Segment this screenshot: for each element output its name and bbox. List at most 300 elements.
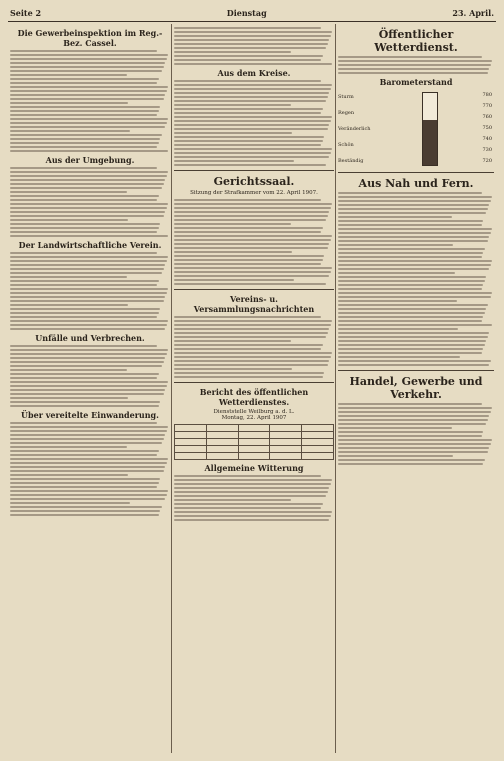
text-line	[10, 276, 127, 278]
meeting-heading: Vereins- u. Versammlungsnachrichten	[193, 293, 315, 314]
text-line	[10, 256, 168, 258]
text-line	[174, 332, 328, 334]
text-line	[174, 235, 332, 237]
text-line	[10, 223, 160, 225]
text-line	[174, 475, 321, 477]
text-line	[10, 357, 165, 359]
text-line	[174, 55, 323, 57]
text-line	[10, 82, 157, 84]
text-line	[174, 92, 329, 94]
text-line	[174, 140, 323, 142]
text-line	[338, 463, 483, 465]
text-line	[10, 430, 167, 432]
text-line	[338, 240, 488, 242]
text-line	[10, 466, 165, 468]
text-line	[338, 407, 492, 409]
text-line	[174, 495, 326, 497]
subsection-heading: Über vereitelte Einwanderung.	[21, 410, 159, 420]
text-line	[174, 152, 331, 154]
text-line	[10, 502, 130, 504]
text-line	[10, 78, 159, 80]
page-header	[10, 6, 494, 20]
text-line	[338, 212, 486, 214]
text-line	[10, 462, 167, 464]
text-line	[174, 199, 321, 201]
text-line	[10, 146, 157, 148]
page-number: Seite 2	[10, 8, 42, 18]
text-line	[10, 312, 159, 314]
text-line	[174, 479, 332, 481]
text-line	[10, 422, 157, 424]
text-line	[174, 124, 329, 126]
text-line	[174, 507, 321, 509]
text-line	[10, 498, 165, 500]
text-line	[338, 196, 492, 198]
text-line	[10, 494, 167, 496]
text-line	[174, 35, 331, 37]
text-line	[338, 224, 482, 226]
text-line	[10, 183, 164, 185]
subsection-heading: Aus der Umgebung.	[45, 155, 135, 165]
text-line	[174, 483, 331, 485]
text-line	[338, 56, 482, 58]
text-line	[10, 171, 168, 173]
text-line	[174, 247, 328, 249]
text-line	[338, 352, 482, 354]
text-line	[174, 227, 323, 229]
text-line	[10, 450, 159, 452]
text-line	[10, 142, 159, 144]
text-line	[338, 232, 491, 234]
text-line	[10, 369, 127, 371]
text-line	[174, 259, 323, 261]
text-line	[338, 248, 485, 250]
text-line	[174, 132, 292, 134]
text-line	[10, 506, 162, 508]
text-line	[174, 263, 321, 265]
text-line	[174, 144, 321, 146]
weekday: Dienstag	[226, 8, 267, 18]
text-line	[174, 88, 331, 90]
text-line	[174, 275, 329, 277]
text-line	[338, 443, 491, 445]
text-line	[10, 74, 127, 76]
text-line	[10, 70, 162, 72]
text-line	[10, 227, 159, 229]
text-line	[174, 491, 328, 493]
text-line	[10, 470, 164, 472]
separator	[174, 382, 334, 383]
text-line	[338, 292, 492, 294]
text-line	[174, 324, 331, 326]
text-line	[10, 50, 157, 52]
text-line	[10, 130, 130, 132]
text-line	[10, 106, 160, 108]
text-line	[10, 397, 128, 399]
text-line	[338, 364, 489, 366]
column-middle	[174, 25, 334, 753]
text-line	[10, 114, 157, 116]
text-line	[174, 96, 328, 98]
text-line	[10, 272, 162, 274]
text-line	[10, 54, 168, 56]
text-line	[174, 128, 328, 130]
text-line	[10, 66, 164, 68]
text-line	[10, 353, 167, 355]
header-rule	[8, 21, 496, 22]
text-line	[10, 126, 165, 128]
text-line	[174, 231, 321, 233]
text-line	[338, 419, 488, 421]
text-line	[10, 134, 162, 136]
text-line	[338, 276, 486, 278]
text-line	[338, 236, 489, 238]
listing-text	[174, 316, 334, 378]
text-line	[10, 434, 165, 436]
text-line	[10, 62, 165, 64]
text-line	[10, 385, 167, 387]
text-line	[10, 86, 168, 88]
separator	[338, 172, 494, 173]
text-line	[338, 435, 482, 437]
text-line	[174, 108, 323, 110]
article-text	[174, 80, 334, 166]
text-line	[338, 459, 485, 461]
weather-service-title: Öffentlicher Wetterdienst.	[374, 28, 458, 54]
text-line	[174, 120, 331, 122]
text-line	[10, 219, 128, 221]
text-line	[338, 415, 489, 417]
text-line	[10, 377, 157, 379]
text-line	[174, 203, 332, 205]
subsection-heading: Der Landwirtschaftliche Verein.	[18, 240, 162, 250]
article-text	[338, 403, 494, 465]
text-line	[174, 499, 291, 501]
text-line	[338, 200, 491, 202]
section-title: Die Gewerbeinspektion im Reg.-Bez. Cassel.	[17, 28, 163, 48]
text-line	[338, 280, 485, 282]
text-line	[338, 192, 482, 194]
text-line	[338, 439, 492, 441]
text-line	[10, 191, 127, 193]
text-line	[10, 446, 127, 448]
text-line	[10, 179, 165, 181]
text-line	[174, 376, 323, 378]
text-line	[338, 312, 485, 314]
weather-table	[174, 424, 334, 460]
text-line	[10, 175, 167, 177]
text-line	[338, 252, 483, 254]
text-line	[10, 231, 157, 233]
column-left	[10, 25, 170, 753]
weather-report-heading: Bericht des öffentlichen Wetterdienstes.	[199, 386, 309, 407]
text-line	[174, 84, 332, 86]
weather-section-heading: Allgemeine Witterung	[204, 462, 304, 473]
text-line	[338, 427, 452, 429]
text-line	[174, 344, 323, 346]
text-line	[338, 336, 488, 338]
text-line	[338, 348, 483, 350]
text-line	[10, 90, 167, 92]
table-row	[175, 445, 334, 452]
text-line	[10, 167, 157, 169]
text-line	[10, 482, 159, 484]
text-line	[174, 515, 331, 517]
text-line	[338, 220, 483, 222]
text-line	[174, 320, 332, 322]
text-line	[338, 208, 488, 210]
text-line	[174, 251, 292, 253]
text-line	[174, 43, 328, 45]
text-line	[10, 490, 168, 492]
text-line	[338, 340, 486, 342]
text-line	[174, 164, 326, 166]
near-far-heading: Aus Nah und Fern.	[358, 177, 474, 190]
article-text	[174, 475, 334, 521]
text-line	[338, 403, 482, 405]
text-line	[338, 455, 453, 457]
text-line	[338, 300, 457, 302]
barometer-tube	[422, 92, 438, 166]
text-line	[338, 256, 482, 258]
text-line	[10, 324, 167, 326]
text-line	[10, 389, 165, 391]
text-line	[338, 244, 453, 246]
separator	[174, 289, 334, 290]
text-line	[338, 304, 488, 306]
text-line	[10, 438, 164, 440]
text-line	[10, 405, 159, 407]
text-line	[10, 187, 162, 189]
text-line	[10, 264, 165, 266]
text-line	[338, 324, 492, 326]
text-line	[338, 264, 491, 266]
text-line	[10, 118, 168, 120]
text-line	[10, 486, 157, 488]
barometer-graphic	[338, 90, 494, 168]
text-line	[10, 458, 168, 460]
text-line	[10, 292, 167, 294]
text-line	[174, 511, 332, 513]
text-line	[338, 228, 492, 230]
text-line	[10, 98, 164, 100]
text-line	[10, 138, 160, 140]
text-line	[10, 381, 168, 383]
text-line	[174, 271, 331, 273]
trade-heading: Handel, Gewerbe und Verkehr.	[349, 375, 483, 401]
table-row	[175, 438, 334, 445]
article-text	[174, 27, 334, 65]
text-line	[174, 148, 332, 150]
text-line	[338, 356, 460, 358]
text-line	[10, 361, 164, 363]
text-line	[10, 365, 162, 367]
text-line	[174, 255, 324, 257]
text-line	[338, 451, 488, 453]
court-subheading: Sitzung der Strafkammer vom 22. April 1907.	[190, 190, 318, 196]
text-line	[174, 104, 291, 106]
barometer-value: 720	[482, 158, 492, 164]
barometer-value: 740	[482, 136, 492, 142]
barometer-label: Veränderlich	[338, 126, 371, 132]
article-text	[10, 345, 170, 407]
text-line	[338, 272, 455, 274]
text-line	[10, 316, 157, 318]
barometer-value: 760	[482, 114, 492, 120]
text-line	[174, 239, 331, 241]
text-line	[10, 102, 128, 104]
text-line	[10, 150, 168, 152]
text-line	[174, 112, 321, 114]
text-line	[174, 267, 332, 269]
text-line	[338, 411, 491, 413]
text-line	[174, 156, 329, 158]
forecast-text	[338, 56, 494, 74]
text-line	[10, 474, 128, 476]
text-line	[10, 110, 159, 112]
text-line	[174, 207, 331, 209]
text-line	[10, 478, 160, 480]
text-line	[338, 431, 483, 433]
text-line	[174, 487, 329, 489]
text-line	[338, 216, 452, 218]
text-line	[174, 100, 326, 102]
text-line	[10, 328, 165, 330]
article-text	[338, 192, 494, 366]
text-line	[174, 328, 329, 330]
text-line	[174, 243, 329, 245]
text-line	[174, 283, 326, 285]
table-row	[175, 424, 334, 431]
text-line	[10, 304, 128, 306]
barometer-label: Regen	[338, 110, 355, 116]
text-line	[174, 116, 332, 118]
text-line	[174, 340, 291, 342]
text-line	[174, 348, 321, 350]
column-divider-1	[171, 24, 172, 753]
text-line	[338, 284, 483, 286]
text-line	[10, 215, 164, 217]
barometer-label: Sturm	[338, 94, 354, 100]
section-heading: Aus dem Kreise.	[217, 68, 291, 78]
text-line	[10, 300, 164, 302]
text-line	[174, 360, 329, 362]
subsection-heading: Unfälle und Verbrechen.	[35, 333, 145, 343]
text-line	[10, 454, 157, 456]
separator	[338, 370, 494, 371]
text-line	[10, 252, 157, 254]
text-line	[338, 204, 489, 206]
text-line	[174, 211, 329, 213]
text-line	[10, 268, 164, 270]
text-line	[174, 336, 326, 338]
text-line	[10, 211, 165, 213]
barometer-value: 750	[482, 125, 492, 131]
barometer-value: 780	[482, 92, 492, 98]
text-line	[10, 308, 160, 310]
text-line	[338, 288, 482, 290]
text-line	[10, 393, 164, 395]
text-line	[174, 316, 321, 318]
text-line	[338, 296, 491, 298]
text-line	[10, 345, 157, 347]
text-line	[10, 260, 167, 262]
barometer-label: Beständig	[338, 158, 364, 164]
text-line	[338, 64, 491, 66]
text-line	[174, 27, 321, 29]
text-line	[10, 280, 159, 282]
text-line	[174, 503, 323, 505]
text-line	[10, 235, 168, 237]
text-line	[174, 51, 291, 53]
text-line	[174, 31, 332, 33]
text-line	[174, 372, 324, 374]
barometer-mercury	[423, 120, 437, 165]
text-line	[174, 59, 321, 61]
text-line	[174, 352, 332, 354]
text-line	[10, 401, 160, 403]
text-line	[174, 368, 292, 370]
text-line	[338, 360, 491, 362]
text-line	[338, 316, 483, 318]
table-row	[175, 431, 334, 438]
text-line	[338, 68, 489, 70]
text-line	[174, 356, 331, 358]
text-line	[10, 58, 167, 60]
text-line	[10, 514, 159, 516]
text-line	[174, 160, 294, 162]
table-row	[175, 452, 334, 459]
text-line	[338, 268, 489, 270]
barometer-value: 770	[482, 103, 492, 109]
text-line	[174, 63, 332, 65]
column-divider-2	[335, 24, 336, 753]
text-line	[338, 447, 489, 449]
text-line	[338, 72, 488, 74]
text-line	[10, 195, 159, 197]
text-line	[10, 94, 165, 96]
text-line	[10, 284, 157, 286]
separator	[174, 170, 334, 171]
text-line	[174, 364, 328, 366]
text-line	[10, 442, 162, 444]
text-line	[174, 80, 321, 82]
text-line	[10, 207, 167, 209]
text-line	[338, 320, 482, 322]
barometer-value: 730	[482, 147, 492, 153]
issue-date: 23. April.	[452, 8, 494, 18]
text-line	[10, 288, 168, 290]
text-line	[174, 136, 324, 138]
text-line	[10, 426, 168, 428]
text-line	[338, 423, 486, 425]
text-line	[10, 122, 167, 124]
text-line	[10, 349, 168, 351]
text-line	[10, 373, 159, 375]
article-text	[10, 252, 170, 330]
weather-date: Montag, 22. April 1907	[221, 415, 287, 421]
text-line	[338, 260, 492, 262]
text-line	[10, 199, 157, 201]
text-line	[10, 510, 160, 512]
text-line	[174, 519, 329, 521]
text-line	[174, 39, 329, 41]
text-line	[338, 328, 458, 330]
article-text	[10, 422, 170, 516]
column-right	[338, 25, 494, 753]
barometer-label: Schön	[338, 142, 354, 148]
text-line	[174, 223, 291, 225]
